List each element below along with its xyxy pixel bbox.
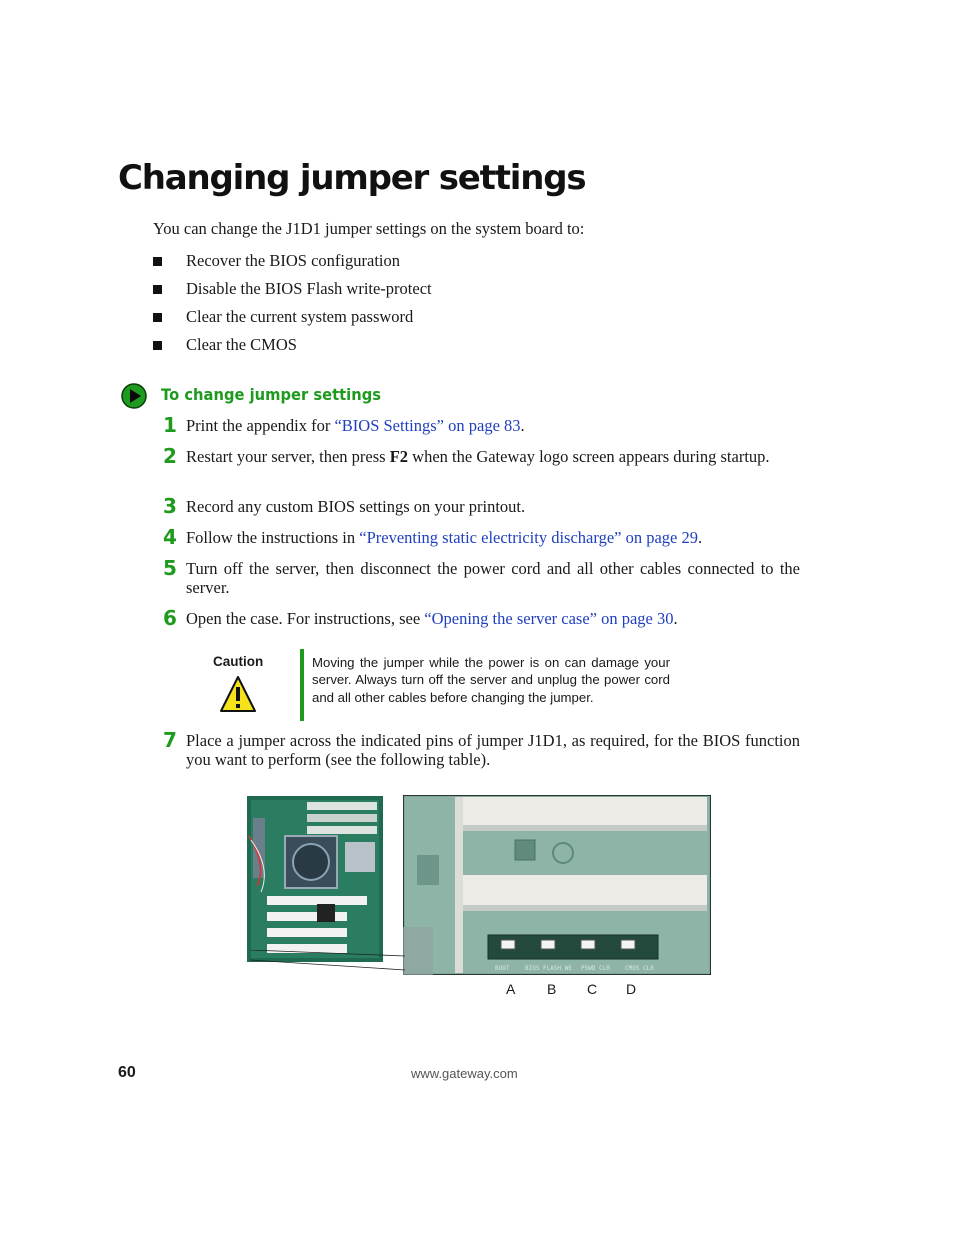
pin-label-a: A <box>506 981 516 997</box>
arrow-right-icon <box>121 383 147 409</box>
pin-label-c: C <box>587 981 598 997</box>
step-number: 5 <box>163 556 177 580</box>
step-text: Record any custom BIOS settings on your printout. <box>186 497 526 516</box>
procedure-heading: To change jumper settings <box>161 385 381 404</box>
static-discharge-link[interactable]: “Preventing static electricity discharge” on page 29 <box>359 528 698 547</box>
step-number: 1 <box>163 413 177 437</box>
opening-case-link[interactable]: “Opening the server case” on page 30 <box>424 609 674 628</box>
bullet-list <box>153 251 432 363</box>
square-bullet-icon <box>153 313 162 322</box>
page-number: 60 <box>118 1064 136 1081</box>
silkscreen-label: PSWD CLR <box>581 965 610 972</box>
list-item: Clear the current system password <box>153 307 432 335</box>
step-text: Print the appendix for “BIOS Settings” on page 83. <box>186 416 525 435</box>
list-item: Disable the BIOS Flash write-protect <box>153 279 432 307</box>
step-number: 2 <box>163 444 177 468</box>
pin-label-d: D <box>626 981 637 997</box>
motherboard-image <box>247 796 383 962</box>
intro-paragraph: You can change the J1D1 jumper settings on the system board to: <box>153 219 585 238</box>
step-number: 3 <box>163 494 177 518</box>
square-bullet-icon <box>153 285 162 294</box>
step-text: Follow the instructions in “Preventing static electricity discharge” on page 29. <box>186 528 703 547</box>
caution-divider <box>300 649 304 721</box>
silkscreen-label: CMOS CLR <box>625 965 654 972</box>
page-title: Changing jumper settings <box>118 158 586 198</box>
bios-settings-link[interactable]: “BIOS Settings” on page 83 <box>334 416 521 435</box>
step-number: 7 <box>163 728 177 752</box>
silkscreen-label: BIOS FLASH WE <box>525 965 572 972</box>
warning-triangle-icon <box>219 674 257 714</box>
step-text: Restart your server, then press F2 when the Gateway logo screen appears during startup. <box>186 447 770 466</box>
list-item: Recover the BIOS configuration <box>153 251 432 279</box>
silkscreen-label: BOOT <box>495 965 510 972</box>
step-number: 6 <box>163 606 177 630</box>
square-bullet-icon <box>153 341 162 350</box>
caution-label: Caution <box>213 654 264 669</box>
pin-label-b: B <box>547 981 557 997</box>
callout-lines <box>250 950 410 972</box>
jumper-detail-image <box>403 795 711 975</box>
square-bullet-icon <box>153 257 162 266</box>
footer-url: www.gateway.com <box>411 1066 518 1081</box>
step-text: Place a jumper across the indicated pins of jumper J1D1, as required, for the BIOS function you want to perform (see the following table). <box>186 731 800 769</box>
key-name: F2 <box>389 447 409 466</box>
caution-text: Moving the jumper while the power is on can damage your server. Always turn off the server and unplug the power cord and all other cables before changing the jumper. <box>312 655 670 705</box>
list-item: Clear the CMOS <box>153 335 432 363</box>
step-text: Turn off the server, then disconnect the power cord and all other cables connected to the server. <box>186 559 800 597</box>
step-number: 4 <box>163 525 177 549</box>
step-text: Open the case. For instructions, see “Opening the server case” on page 30. <box>186 609 678 628</box>
